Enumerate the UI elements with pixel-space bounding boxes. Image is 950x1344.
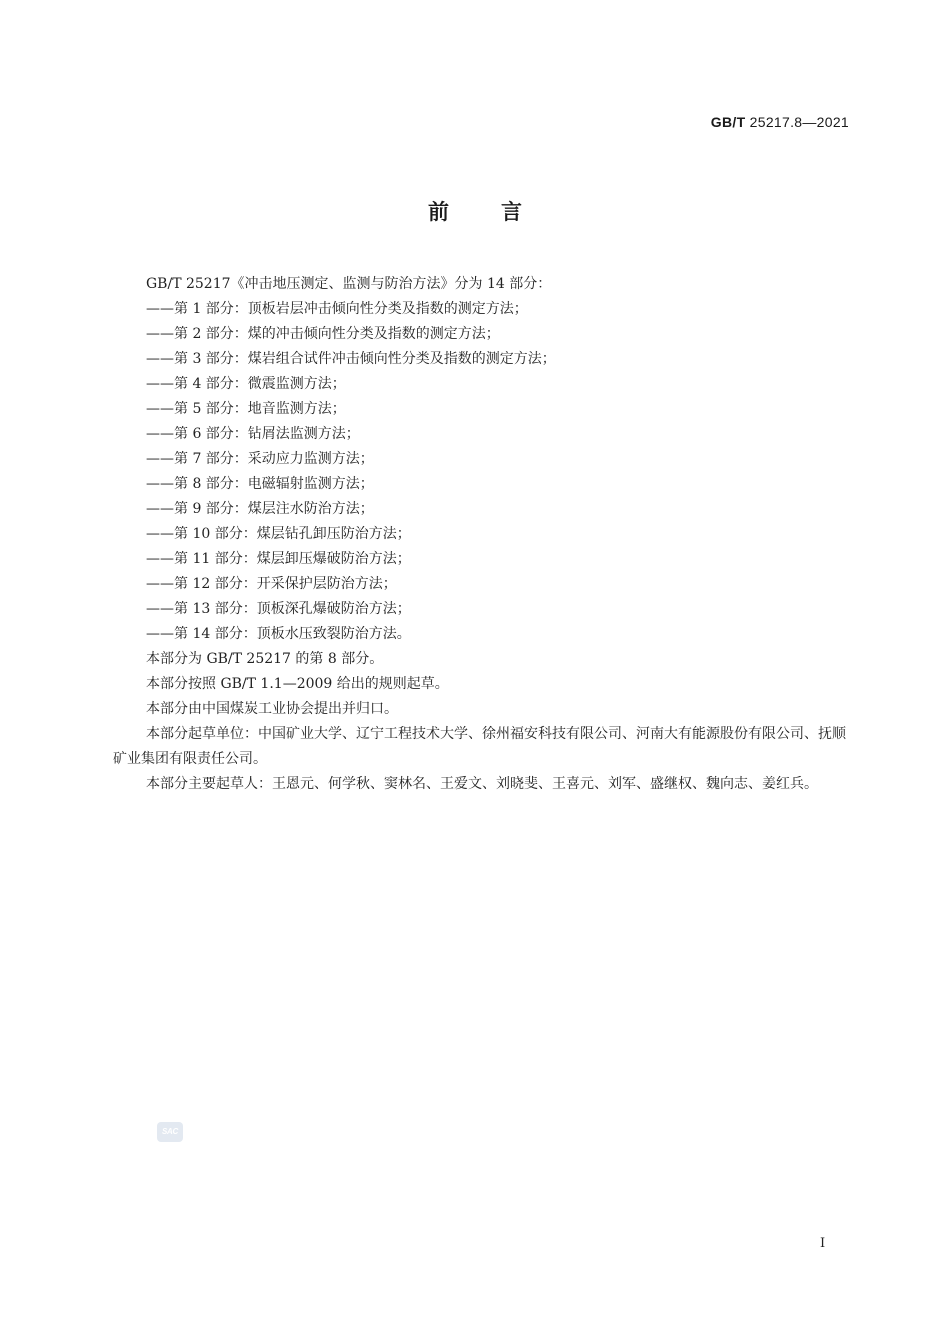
paragraph-proposer: 本部分由中国煤炭工业协会提出并归口。 bbox=[146, 701, 398, 717]
page-number: I bbox=[820, 1236, 826, 1251]
paragraph-drafters: 本部分主要起草人：王恩元、何学秋、窦林名、王爱文、刘晓斐、王喜元、刘军、盛继权、魏向志、姜红兵。 bbox=[146, 776, 818, 792]
sac-watermark-logo: SAC bbox=[157, 1122, 183, 1142]
paragraph-drafting-rules: 本部分按照 GB/T 1.1—2009 给出的规则起草。 bbox=[146, 676, 449, 692]
standard-number: 25217.8—2021 bbox=[749, 114, 849, 130]
list-item-part-7: ——第 7 部分：采动应力监测方法； bbox=[146, 451, 374, 467]
list-item-part-11: ——第 11 部分：煤层卸压爆破防治方法； bbox=[146, 551, 411, 567]
preface-body bbox=[113, 272, 848, 797]
list-item-part-10: ——第 10 部分：煤层钻孔卸压防治方法； bbox=[146, 526, 411, 542]
paragraph-intro: GB/T 25217《冲击地压测定、监测与防治方法》分为 14 部分： bbox=[146, 276, 552, 292]
page-title: 前言 bbox=[428, 200, 574, 224]
paragraph-drafting-units: 本部分起草单位：中国矿业大学、辽宁工程技术大学、徐州福安科技有限公司、河南大有能源股份有限公司、抚顺矿业集团有限责任公司。 bbox=[113, 726, 846, 767]
standard-code bbox=[711, 114, 849, 130]
list-item-part-14: ——第 14 部分：顶板水压致裂防治方法。 bbox=[146, 626, 411, 642]
list-item-part-2: ——第 2 部分：煤的冲击倾向性分类及指数的测定方法； bbox=[146, 326, 500, 342]
list-item-part-1: ——第 1 部分：顶板岩层冲击倾向性分类及指数的测定方法； bbox=[146, 301, 528, 317]
list-item-part-6: ——第 6 部分：钻屑法监测方法； bbox=[146, 426, 360, 442]
list-item-part-12: ——第 12 部分：开采保护层防治方法； bbox=[146, 576, 397, 592]
paragraph-part-statement: 本部分为 GB/T 25217 的第 8 部分。 bbox=[146, 651, 384, 667]
standard-prefix: GB/T bbox=[710, 114, 746, 130]
list-item-part-3: ——第 3 部分：煤岩组合试件冲击倾向性分类及指数的测定方法； bbox=[146, 351, 556, 367]
list-item-part-4: ——第 4 部分：微震监测方法； bbox=[146, 376, 346, 392]
list-item-part-13: ——第 13 部分：顶板深孔爆破防治方法； bbox=[146, 601, 411, 617]
list-item-part-9: ——第 9 部分：煤层注水防治方法； bbox=[146, 501, 374, 517]
list-item-part-5: ——第 5 部分：地音监测方法； bbox=[146, 401, 346, 417]
list-item-part-8: ——第 8 部分：电磁辐射监测方法； bbox=[146, 476, 374, 492]
